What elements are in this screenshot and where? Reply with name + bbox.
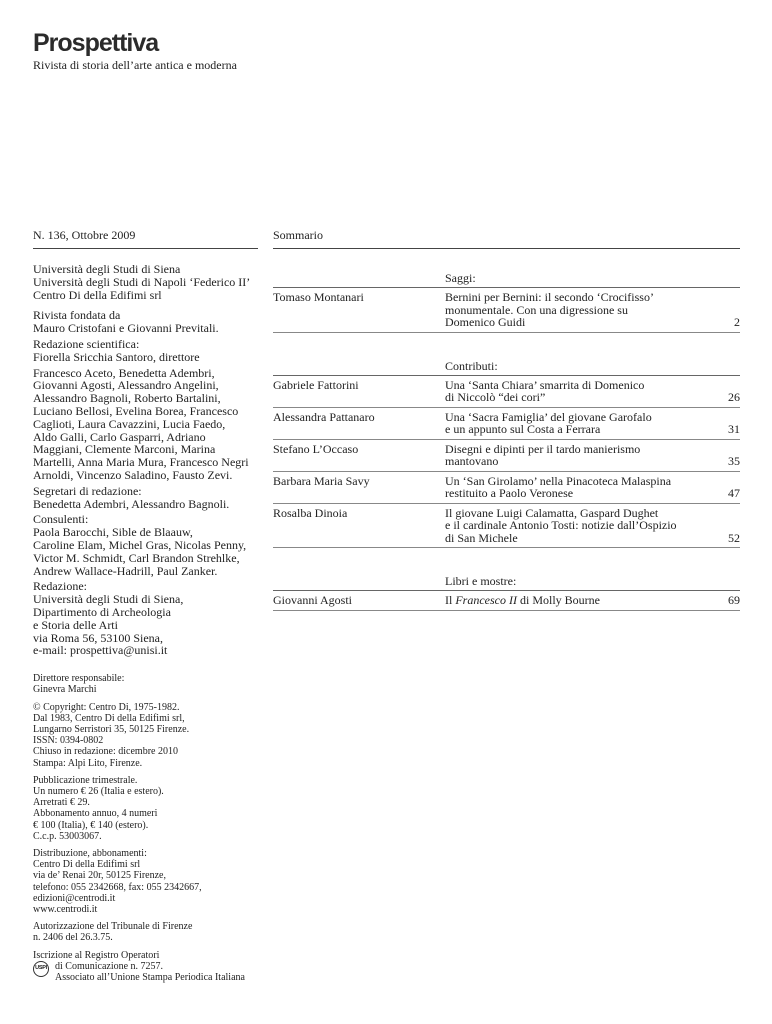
- distribution-line: via de’ Renai 20r, 50125 Firenze,: [33, 870, 166, 882]
- toc-entry[interactable]: [273, 376, 740, 408]
- entry-page: 69: [728, 593, 740, 607]
- entry-author: Stefano L’Occaso: [273, 441, 359, 456]
- toc-entry[interactable]: [273, 288, 740, 333]
- toc-entry[interactable]: [273, 440, 740, 472]
- entry-author: Rosalba Dinoia: [273, 505, 348, 520]
- entry-title-line: Il giovane Luigi Calamatta, Gaspard Dughet: [445, 505, 659, 520]
- entry-title: [445, 291, 700, 329]
- consultant-line: Paola Barocchi, Sible de Blaauw,: [33, 525, 193, 540]
- consultants: [33, 513, 258, 577]
- member-line: Francesco Aceto, Benedetta Adembri,: [33, 365, 215, 380]
- copyright-block: [33, 702, 258, 769]
- entry-title: [445, 411, 700, 436]
- founded-label: Rivista fondata da: [33, 308, 121, 323]
- section-heading-libri: Libri e mostre:: [273, 574, 740, 591]
- publishers: [33, 263, 258, 301]
- entry-author: Giovanni Agosti: [273, 593, 353, 607]
- member-line: Luciano Bellosi, Evelina Borea, Francesco: [33, 403, 239, 418]
- association-line: Associato all’Unione Stampa Periodica Italiana: [55, 971, 245, 983]
- entry-title-line: mantovano: [445, 454, 499, 468]
- toc-entry[interactable]: [273, 472, 740, 504]
- entry-title-line: Domenico Guidi: [445, 315, 526, 329]
- publication-block: [33, 775, 258, 842]
- member-line: Giovanni Agosti, Alessandro Angelini,: [33, 378, 219, 393]
- distribution-line: telefono: 055 2342668, fax: 055 2342667,: [33, 881, 202, 893]
- copyright-line: ISSN: 0394-0802: [33, 735, 104, 747]
- masthead-column: [33, 228, 258, 983]
- masthead: [33, 28, 237, 72]
- founded-by: Mauro Cristofani e Giovanni Previtali.: [33, 321, 219, 336]
- issue-number: N. 136, Ottobre 2009: [33, 228, 258, 249]
- member-line: Caglioti, Laura Cavazzini, Lucia Faedo,: [33, 416, 226, 431]
- publication-line: € 100 (Italia), € 140 (estero).: [33, 819, 149, 831]
- entry-author: Barbara Maria Savy: [273, 473, 370, 488]
- entry-author: Tomaso Montanari: [273, 290, 364, 304]
- office-line: via Roma 56, 53100 Siena,: [33, 630, 163, 645]
- entry-title-line: Bernini per Bernini: il secondo ‘Crocifisso’: [445, 290, 654, 304]
- entry-page: 26: [728, 390, 740, 404]
- copyright-line: Lungarno Serristori 35, 50125 Firenze.: [33, 723, 190, 735]
- entry-title: [445, 475, 700, 500]
- section-heading-saggi: Saggi:: [273, 271, 740, 288]
- office-line: Dipartimento di Archeologia: [33, 604, 171, 619]
- toc-title: Sommario: [273, 228, 740, 249]
- entry-page: 47: [728, 486, 740, 500]
- director-label: Direttore responsabile:: [33, 673, 125, 685]
- entry-title: [445, 507, 700, 545]
- publication-line: Pubblicazione trimestrale.: [33, 774, 138, 786]
- distribution-line: Centro Di della Edifimi srl: [33, 859, 141, 871]
- authorization-block: [33, 921, 258, 943]
- distribution-block: [33, 848, 258, 915]
- director-line: Fiorella Sricchia Santoro, direttore: [33, 349, 200, 364]
- entry-title-line: e il cardinale Antonio Tosti: notizie dall’Ospizio: [445, 518, 677, 532]
- entry-page: 35: [728, 454, 740, 468]
- toc-entry[interactable]: [273, 591, 740, 611]
- registry-line: Iscrizione al Registro Operatori: [33, 949, 160, 961]
- consultant-line: Victor M. Schmidt, Carl Brandon Strehlke,: [33, 550, 240, 565]
- member-line: Aldo Galli, Carlo Gasparri, Adriano: [33, 429, 206, 444]
- office-email[interactable]: e-mail: prospettiva@unisi.it: [33, 643, 168, 658]
- registry-block: [33, 950, 258, 984]
- toc-entry[interactable]: [273, 504, 740, 549]
- entry-title-line: e un appunto sul Costa a Ferrara: [445, 422, 601, 436]
- entry-author: Gabriele Fattorini: [273, 377, 359, 392]
- office-line: e Storia delle Arti: [33, 617, 118, 632]
- office-label: Redazione:: [33, 579, 87, 594]
- registry-mark-row: [33, 961, 258, 983]
- entry-title-pre: Il: [445, 593, 456, 607]
- copyright-line: Stampa: Alpi Lito, Firenze.: [33, 757, 143, 769]
- distribution-email[interactable]: edizioni@centrodi.it: [33, 892, 116, 904]
- authorization-line: n. 2406 del 26.3.75.: [33, 932, 113, 944]
- entry-page: 2: [734, 315, 740, 329]
- secretaries-label: Segretari di redazione:: [33, 483, 142, 498]
- member-line: Arnoldi, Vincenzo Saladino, Fausto Zevi.: [33, 467, 233, 482]
- founders: [33, 309, 258, 335]
- copyright-line: © Copyright: Centro Di, 1975-1982.: [33, 701, 180, 713]
- member-line: Martelli, Anna Maria Mura, Francesco Negri: [33, 455, 249, 470]
- consultant-line: Andrew Wallace-Hadrill, Paul Zanker.: [33, 563, 218, 578]
- publication-line: Un numero € 26 (Italia e estero).: [33, 785, 164, 797]
- entry-title-line: di Niccolò “dei cori”: [445, 390, 546, 404]
- entry-title-line: di San Michele: [445, 530, 518, 545]
- member-line: Maggiani, Clemente Marconi, Marina: [33, 442, 216, 457]
- director-name: Ginevra Marchi: [33, 684, 97, 696]
- entry-page: 52: [728, 530, 740, 545]
- publication-line: Abbonamento annuo, 4 numeri: [33, 808, 158, 820]
- toc-entry[interactable]: [273, 408, 740, 440]
- consultants-label: Consulenti:: [33, 512, 89, 527]
- entry-title-line: Disegni e dipinti per il tardo manierismo: [445, 441, 641, 456]
- uspi-logo-icon: USPI: [33, 961, 49, 977]
- entry-title-line: Un ‘San Girolamo’ nella Pinacoteca Malaspina: [445, 473, 672, 488]
- journal-subtitle: Rivista di storia dell’arte antica e moderna: [33, 58, 237, 72]
- entry-title-line: Una ‘Santa Chiara’ smarrita di Domenico: [445, 377, 645, 392]
- registry-line: di Comunicazione n. 7257.: [55, 960, 164, 972]
- publisher-line: Università degli Studi di Siena: [33, 262, 181, 276]
- publication-line: Arretrati € 29.: [33, 797, 90, 809]
- entry-page: 31: [728, 422, 740, 436]
- colophon: [33, 673, 258, 983]
- table-of-contents: [273, 228, 740, 611]
- entry-title-line: monumentale. Con una digressione su: [445, 302, 628, 317]
- entry-title-italic: Francesco II: [455, 593, 517, 607]
- entry-title-line: restituito a Paolo Veronese: [445, 486, 574, 500]
- publication-line: C.c.p. 53003067.: [33, 830, 102, 842]
- copyright-line: Chiuso in redazione: dicembre 2010: [33, 746, 178, 758]
- publisher-line: Centro Di della Edifimi srl: [33, 287, 162, 302]
- distribution-website[interactable]: www.centrodi.it: [33, 903, 98, 915]
- responsible-director: [33, 673, 258, 695]
- distribution-line: Distribuzione, abbonamenti:: [33, 847, 147, 859]
- consultant-line: Caroline Elam, Michel Gras, Nicolas Penny,: [33, 537, 247, 552]
- entry-author: Alessandra Pattanaro: [273, 409, 375, 424]
- copyright-line: Dal 1983, Centro Di della Edifimi srl,: [33, 712, 185, 724]
- entry-title: [445, 443, 700, 468]
- editorial-board: [33, 338, 258, 364]
- entry-title: [445, 379, 700, 404]
- member-line: Alessandro Bagnoli, Roberto Bartalini,: [33, 391, 221, 406]
- editorial-office: [33, 580, 258, 657]
- authorization-line: Autorizzazione del Tribunale di Firenze: [33, 921, 193, 933]
- publisher-line: Università degli Studi di Napoli ‘Federico II’: [33, 274, 251, 289]
- section-heading-contributi: Contributi:: [273, 359, 740, 376]
- secretaries: [33, 485, 258, 511]
- redazione-label: Redazione scientifica:: [33, 336, 140, 351]
- board-members: [33, 367, 258, 482]
- entry-title-line: Una ‘Sacra Famiglia’ del giovane Garofalo: [445, 409, 652, 424]
- office-line: Università degli Studi di Siena,: [33, 592, 184, 607]
- entry-title: [445, 594, 700, 607]
- entry-title-post: di Molly Bourne: [516, 593, 600, 607]
- secretaries-names: Benedetta Adembri, Alessandro Bagnoli.: [33, 496, 230, 511]
- journal-title: Prospettiva: [33, 29, 159, 57]
